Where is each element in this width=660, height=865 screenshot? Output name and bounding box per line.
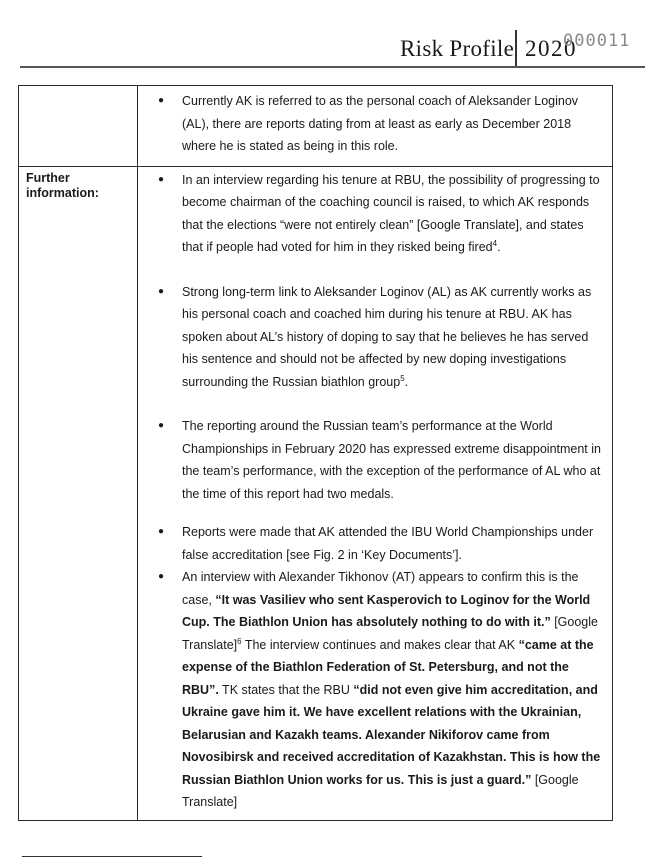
bullet-icon: ● — [158, 420, 165, 431]
risk-profile-table — [18, 85, 613, 821]
row-label: Further information: — [26, 170, 99, 200]
text-run: Reports were made that AK attended the IBU World Championships under false accreditation [see Fig. 2 in ‘Key Documents’]. — [182, 525, 594, 562]
bullet-icon: ● — [158, 95, 165, 106]
text-run: Currently AK is referred to as the personal coach of Aleksander Loginov (AL), there are reports dating from at least as early as December 2018 where he is stated as being in this role. — [182, 94, 579, 153]
text-run: TK states that the RBU — [218, 682, 354, 697]
content-cell — [138, 86, 613, 167]
table-row — [19, 166, 613, 820]
footnote-separator — [22, 856, 202, 857]
text-run: In an interview regarding his tenure at RBU, the possibility of progressing to become chairman of the coaching council is raised, to which AK responds that the elections “were not entirely clean” [Google Translate], and states that if people had voted for him in they risked being fired — [182, 172, 600, 254]
bullet-item — [138, 415, 612, 505]
text-run: The reporting around the Russian team’s performance at the World Championships in February 2020 has expressed extreme disappointment in the team’s performance, with the exception of the performance of AL who at the time of this report had two medals. — [182, 419, 601, 501]
page-header — [0, 0, 660, 68]
footnote-ref: 4 — [492, 238, 498, 248]
bullet-list — [138, 169, 612, 814]
bullet-text — [182, 566, 604, 814]
table-row — [19, 86, 613, 167]
content-cell — [138, 166, 613, 820]
header-title: Risk Profile — [400, 36, 515, 61]
row-label — [19, 86, 137, 90]
bullet-item — [138, 90, 612, 158]
text-run: “came at the expense of the Biathlon Federation of St. Petersburg, and not the RBU”. — [182, 637, 594, 697]
label-cell — [19, 166, 138, 820]
text-run: “It was Vasiliev who sent Kasperovich to Loginov for the World Cup. The Biathlon Union has absolutely nothing to do with it.” — [182, 592, 591, 629]
header-year: 2020 — [525, 36, 577, 61]
bullet-icon: ● — [158, 526, 165, 537]
table-body — [19, 86, 613, 821]
bullet-text — [182, 90, 604, 158]
bullet-item — [138, 281, 612, 394]
bullet-icon: ● — [158, 571, 165, 582]
bullet-text — [182, 521, 604, 566]
footnote-ref: 5 — [400, 373, 405, 383]
text-run: . — [404, 374, 409, 389]
bullet-icon: ● — [158, 173, 165, 185]
text-run: An interview with Alexander Tikhonov (AT) appears to confirm this is the case, — [182, 570, 579, 607]
text-run: [Google Translate] — [182, 615, 598, 652]
header-rule — [20, 66, 645, 68]
text-run: [Google Translate] — [182, 772, 579, 809]
bullet-text — [182, 415, 604, 505]
bullet-item — [138, 169, 612, 259]
text-run: . — [497, 240, 501, 254]
text-run: The interview continues and makes clear that AK — [241, 637, 519, 652]
bullet-list — [138, 90, 612, 158]
bullet-text — [182, 169, 604, 259]
text-run: Strong long-term link to Aleksander Loginov (AL) as AK currently works as his personal coach and coached him during his tenure at RBU. AK has spoken about AL’s history of doping to say that he believes he has served his sentence and should not be affected by new doping investigations surrounding the Russian biathlon group — [182, 284, 592, 389]
footnote-ref: 6 — [237, 636, 242, 646]
bullet-item — [138, 566, 612, 814]
header-separator — [515, 30, 517, 66]
page-number-stamp: 000011 — [563, 31, 631, 51]
bullet-icon: ● — [158, 285, 165, 297]
bullet-item — [138, 521, 612, 566]
bullet-text — [182, 281, 604, 394]
text-run: “did not even give him accreditation, and Ukraine gave him it. We have excellent relations with the Ukrainian, Belarusian and Kazakh teams. Alexander Nikiforov came from Novosibirsk and received accreditation of Kazakhstan. This is how the Russian Biathlon Union works for us. This is just a guard.” — [182, 682, 601, 787]
label-cell — [19, 86, 138, 167]
